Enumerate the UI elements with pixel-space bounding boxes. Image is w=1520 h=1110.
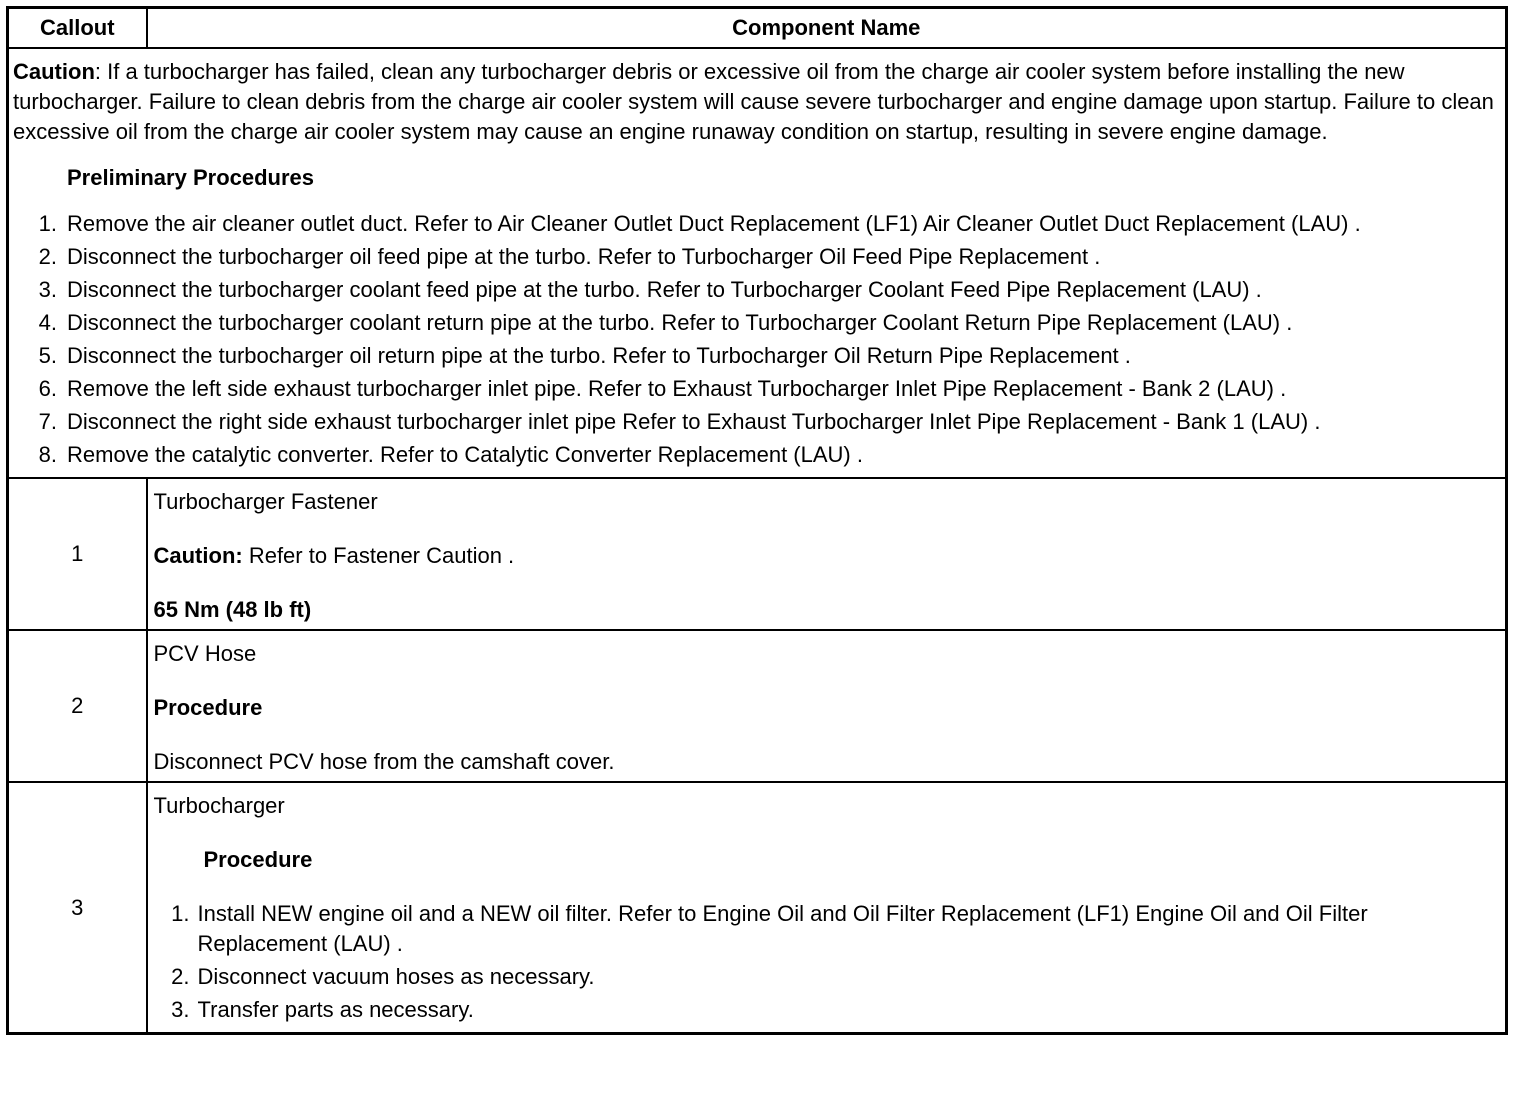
list-item [13,374,1501,404]
step-number: 2. [171,964,190,989]
table-row [8,782,1507,1034]
caution-row [8,48,1507,478]
list-item [13,341,1501,371]
caution-label: Caution: [153,543,243,568]
callout-number: 2 [8,630,147,782]
step-number: 4. [38,310,57,335]
list-item [154,995,1500,1025]
step-number: 5. [38,343,57,368]
list-item [154,899,1500,959]
step-number: 6. [38,376,57,401]
step-text: Disconnect the turbocharger oil feed pipe at the turbo. Refer to Turbocharger Oil Feed Pipe Replacement . [67,244,1101,269]
component-name: Turbocharger [153,793,285,818]
list-item [13,209,1501,239]
step-text: Disconnect the turbocharger coolant return pipe at the turbo. Refer to Turbocharger Coolant Return Pipe Replacement (LAU) . [67,310,1293,335]
table-row [8,630,1507,782]
list-item [13,275,1501,305]
caution-paragraph [13,57,1501,147]
step-number: 7. [38,409,57,434]
step-text: Install NEW engine oil and a NEW oil filter. Refer to Engine Oil and Oil Filter Replacement (LF1) Engine Oil and Oil Filter Replacement (LAU) . [197,901,1368,956]
procedure-label: Procedure [153,695,263,720]
step-text: Remove the air cleaner outlet duct. Refer to Air Cleaner Outlet Duct Replacement (LF1) Air Cleaner Outlet Duct Replacement (LAU) . [67,211,1361,236]
step-number: 3. [38,277,57,302]
callout-number: 3 [8,782,147,1034]
caution-cell [8,48,1507,478]
caution-text: Refer to Fastener Caution . [242,543,515,568]
step-text: Disconnect the right side exhaust turbocharger inlet pipe Refer to Exhaust Turbocharger Inlet Pipe Replacement - Bank 1 (LAU) . [67,409,1321,434]
procedure-text: Disconnect PCV hose from the camshaft cover. [153,749,615,774]
list-item [13,407,1501,437]
component-name: Turbocharger Fastener [153,489,378,514]
list-item [13,242,1501,272]
list-item [13,440,1501,470]
list-item [13,308,1501,338]
step-number: 2. [38,244,57,269]
caution-text: : If a turbocharger has failed, clean any turbocharger debris or excessive oil from the charge air cooler system before installing the new turbocharger. Failure to clean debris from the charge air cooler system will cause severe turbocharger and engine damage upon startup. Failure to clean excessive oil from the charge air cooler system may cause an engine runaway condition on startup, resulting in severe engine damage. [13,59,1494,144]
callout-number: 1 [8,478,147,630]
step-text: Transfer parts as necessary. [197,997,474,1022]
preliminary-steps [13,209,1501,470]
preliminary-title: Preliminary Procedures [67,165,315,190]
step-text: Remove the left side exhaust turbocharger inlet pipe. Refer to Exhaust Turbocharger Inlet Pipe Replacement - Bank 2 (LAU) . [67,376,1287,401]
component-cell [147,478,1507,630]
caution-label: Caution [13,59,95,84]
step-text: Disconnect the turbocharger oil return pipe at the turbo. Refer to Turbocharger Oil Return Pipe Replacement . [67,343,1131,368]
step-text: Remove the catalytic converter. Refer to Catalytic Converter Replacement (LAU) . [67,442,863,467]
callout-header: Callout [8,8,147,49]
procedure-label: Procedure [203,847,313,872]
procedure-steps [154,899,1500,1025]
list-item [154,962,1500,992]
component-table [6,6,1508,1035]
step-text: Disconnect the turbocharger coolant feed pipe at the turbo. Refer to Turbocharger Coolant Feed Pipe Replacement (LAU) . [67,277,1262,302]
component-name: PCV Hose [153,641,257,666]
table-row [8,478,1507,630]
step-number: 1. [171,901,190,926]
step-number: 1. [38,211,57,236]
component-name-header: Component Name [147,8,1507,49]
step-text: Disconnect vacuum hoses as necessary. [197,964,595,989]
component-cell [147,630,1507,782]
table-header-row [8,8,1507,49]
step-number: 8. [38,442,57,467]
component-cell [147,782,1507,1034]
step-number: 3. [171,997,190,1022]
torque-spec: 65 Nm (48 lb ft) [153,597,312,622]
fastener-caution [154,541,1500,571]
